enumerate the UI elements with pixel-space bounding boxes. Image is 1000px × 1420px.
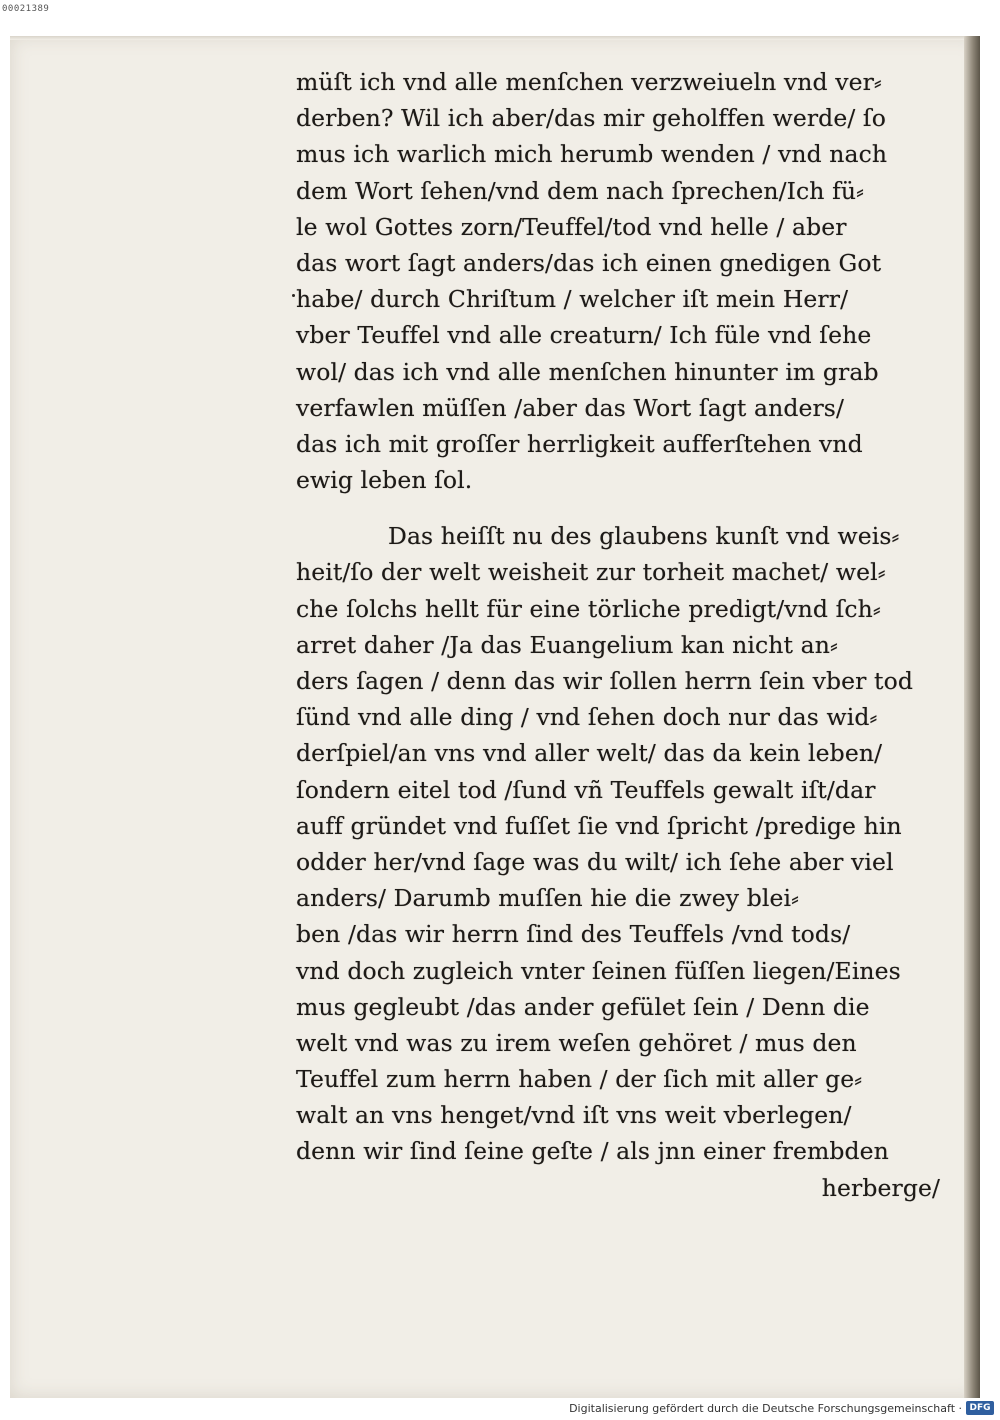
dfg-logo-icon: DFG xyxy=(966,1401,994,1415)
funding-credit: Digitalisierung gefördert durch die Deutsche Forschungsgemeinschaft · xyxy=(569,1402,962,1415)
text-line: arret daher /Ja das Euangelium kan nicht an⸗ xyxy=(296,630,838,659)
text-line: denn wir ſind ſeine geſte / als jnn einer frembden xyxy=(296,1137,889,1166)
text-line: mus gegleubt /das ander gefület ſein / Denn die xyxy=(296,992,870,1021)
text-line: walt an vns henget/vnd iſt vns weit vberlegen/ xyxy=(296,1101,852,1130)
text-line: le wol Gottes zorn/Teuffel/tod vnd helle / aber xyxy=(296,212,847,241)
footer-bar xyxy=(0,1398,1000,1420)
page-gutter-edge xyxy=(964,36,980,1398)
page-text xyxy=(296,64,956,1206)
text-line: verfawlen müſſen /aber das Wort ſagt anders/ xyxy=(296,393,844,422)
text-line: das ich mit groſſer herrligkeit aufferſtehen vnd xyxy=(296,429,863,458)
text-line: heit/ſo der welt weisheit zur torheit machet/ wel⸗ xyxy=(296,558,886,587)
scan-id-label: 00021389 xyxy=(2,4,50,14)
text-line: habe/ durch Chriſtum / welcher iſt mein Herr/ xyxy=(296,285,849,314)
text-line: anders/ Darumb muſſen hie die zwey blei⸗ xyxy=(296,884,800,913)
text-line: ſünd vnd alle ding / vnd ſehen doch nur das wid⸗ xyxy=(296,703,878,732)
text-line: ſondern eitel tod /ſund vñ Teuffels gewalt iſt/dar xyxy=(296,775,876,804)
text-line: müſt ich vnd alle menſchen verzweiueln vnd ver⸗ xyxy=(296,68,882,96)
text-line: wol/ das ich vnd alle menſchen hinunter im grab xyxy=(296,357,879,386)
text-line: ders ſagen / denn das wir ſollen herrn ſein vber tod xyxy=(296,667,913,695)
text-line: welt vnd was zu irem weſen gehöret / mus den xyxy=(296,1028,857,1057)
paragraph-gap xyxy=(296,498,956,518)
text-line: mus ich warlich mich herumb wenden / vnd nach xyxy=(296,140,888,169)
paragraph-2 xyxy=(296,518,956,1169)
text-line: derſpiel/an vns vnd aller welt/ das da kein leben/ xyxy=(296,739,883,768)
text-line: vnd doch zugleich vnter ſeinen füſſen liegen/Eines xyxy=(296,956,901,985)
catchword: herberge/ xyxy=(821,1173,940,1202)
text-line: vber Teuffel vnd alle creaturn/ Ich füle vnd ſehe xyxy=(296,321,872,350)
paragraph-1 xyxy=(296,64,956,498)
ink-speck xyxy=(292,294,295,297)
text-line: derben? Wil ich aber/das mir geholffen werde/ ſo xyxy=(296,104,886,133)
text-line: Teuffel zum herrn haben / der ſich mit aller ge⸗ xyxy=(296,1065,863,1094)
text-line: ewig leben ſol. xyxy=(296,466,473,495)
page-top-edge xyxy=(10,36,980,40)
text-line-indented: Das heiſſt nu des glaubens kunſt vnd weis⸗ xyxy=(388,522,900,551)
text-line: das wort ſagt anders/das ich einen gnedigen Got xyxy=(296,248,882,277)
text-line: che ſolchs hellt für eine törliche predigt/vnd ſch⸗ xyxy=(296,594,881,623)
text-line: odder her/vnd ſage was du wilt/ ich ſehe aber viel xyxy=(296,847,894,876)
text-line: ben /das wir herrn ſind des Teuffels /vnd tods/ xyxy=(296,920,851,949)
text-line: dem Wort ſehen/vnd dem nach ſprechen/Ich fü⸗ xyxy=(296,176,865,205)
text-line: auff gründet vnd fuſſet ſie vnd ſpricht /predige hin xyxy=(296,811,902,840)
